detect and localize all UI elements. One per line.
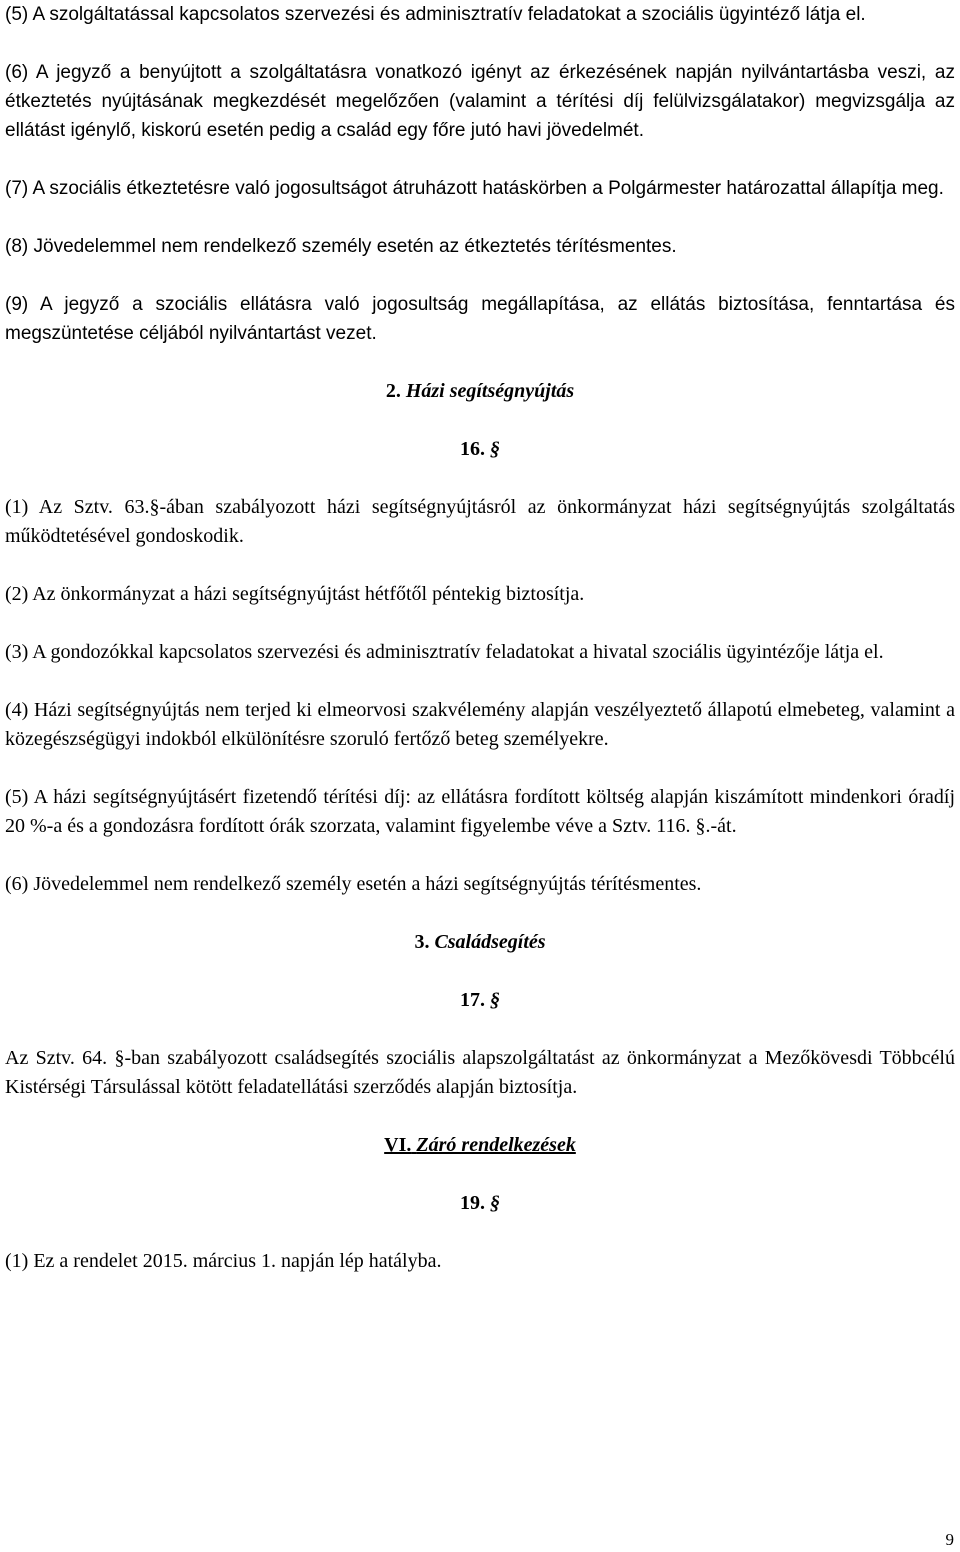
section-number: 3.: [414, 931, 430, 953]
spacer: [5, 609, 955, 638]
spacer: [5, 406, 955, 435]
paragraph-s2-3: (3) A gondozókkal kapcsolatos szervezési és adminisztratív feladatokat a hivatal szociális ügyintézője látja el.: [5, 641, 884, 663]
spacer: [5, 1102, 955, 1131]
spacer: [5, 667, 955, 696]
paragraph-s2-4: (4) Házi segítségnyújtás nem terjed ki elmeorvosi szakvélemény alapján veszélyeztető állapotú elmebeteg, valamint a közegészségügyi indokból elkülönítésre szoruló fertőző beteg személyekre.: [5, 699, 955, 750]
paragraph-6: (6) A jegyző a benyújtott a szolgáltatásra vonatkozó igényt az érkezésének napján nyilvántartásba veszi, az étkeztetés nyújtásának megkezdését megelőzően (valamint a térítési díj felülvizsgálatakor) megvizsgálja az ellátást igénylő, kiskorú esetén pedig a család egy főre jutó havi jövedelmét.: [5, 62, 955, 141]
article-number: 19.: [460, 1192, 485, 1214]
spacer: [5, 841, 955, 870]
paragraph-7: (7) A szociális étkeztetésre való jogosultságot átruházott hatáskörben a Polgármester határozattal állapítja meg.: [5, 178, 944, 199]
section-sign: §: [490, 989, 500, 1011]
paragraph-s2-2: (2) Az önkormányzat a házi segítségnyújtást hétfőtől péntekig biztosítja.: [5, 583, 585, 605]
spacer: [5, 957, 955, 986]
article-heading-19: [5, 1189, 955, 1218]
paragraph-s3-1: Az Sztv. 64. §-ban szabályozott családsegítés szociális alapszolgáltatást az önkormányzat a Mezőkövesdi Többcélú Kistérségi Társulással kötött feladatellátási szerződés alapján biztosítja.: [5, 1047, 955, 1098]
page-number: 9: [945, 1530, 954, 1549]
spacer: [5, 1015, 955, 1044]
spacer: [5, 145, 955, 174]
section-sign: §: [490, 1192, 500, 1214]
spacer: [5, 348, 955, 377]
spacer: [5, 754, 955, 783]
section-title: Záró rendelkezések: [416, 1134, 576, 1156]
spacer: [5, 899, 955, 928]
spacer: [5, 464, 955, 493]
spacer: [5, 1218, 955, 1247]
section-heading-underlined: [384, 1134, 576, 1156]
document-body: [5, 0, 955, 1276]
section-title: Családsegítés: [434, 931, 546, 953]
spacer: [5, 1160, 955, 1189]
paragraph-s2-6: (6) Jövedelemmel nem rendelkező személy esetén a házi segítségnyújtás térítésmentes.: [5, 873, 702, 895]
section-heading-6: [5, 1131, 955, 1160]
paragraph-5: (5) A szolgáltatással kapcsolatos szervezési és adminisztratív feladatokat a szociális ügyintéző látja el.: [5, 4, 866, 25]
paragraph-8: (8) Jövedelemmel nem rendelkező személy esetén az étkeztetés térítésmentes.: [5, 236, 677, 257]
section-title: Házi segítségnyújtás: [405, 380, 575, 402]
article-heading-16: [5, 435, 955, 464]
paragraph-s2-5: (5) A házi segítségnyújtásért fizetendő térítési díj: az ellátásra fordított költség alapján kiszámított mindenkori óradíj 20 %-a és a gondozásra fordított órák szorzata, valamint figyelembe véve a Sztv. 116. §.-át.: [5, 786, 955, 837]
spacer: [5, 551, 955, 580]
article-number: 17.: [460, 989, 485, 1011]
paragraph-s6-1: (1) Ez a rendelet 2015. március 1. napján lép hatályba.: [5, 1250, 442, 1272]
spacer: [5, 261, 955, 290]
paragraph-s2-1: (1) Az Sztv. 63.§-ában szabályozott házi segítségnyújtásról az önkormányzat házi segítségnyújtás szolgáltatás működtetésével gondoskodik.: [5, 496, 955, 547]
spacer: [5, 29, 955, 58]
section-heading-2: [5, 377, 955, 406]
section-heading-3: [5, 928, 955, 957]
article-number: 16.: [460, 438, 485, 460]
section-number: 2.: [385, 380, 401, 402]
section-sign: §: [490, 438, 500, 460]
article-heading-17: [5, 986, 955, 1015]
section-number: VI.: [384, 1134, 412, 1156]
spacer: [5, 203, 955, 232]
paragraph-9: (9) A jegyző a szociális ellátásra való jogosultság megállapítása, az ellátás biztosítása, fenntartása és megszüntetése céljából nyilvántartást vezet.: [5, 294, 955, 344]
